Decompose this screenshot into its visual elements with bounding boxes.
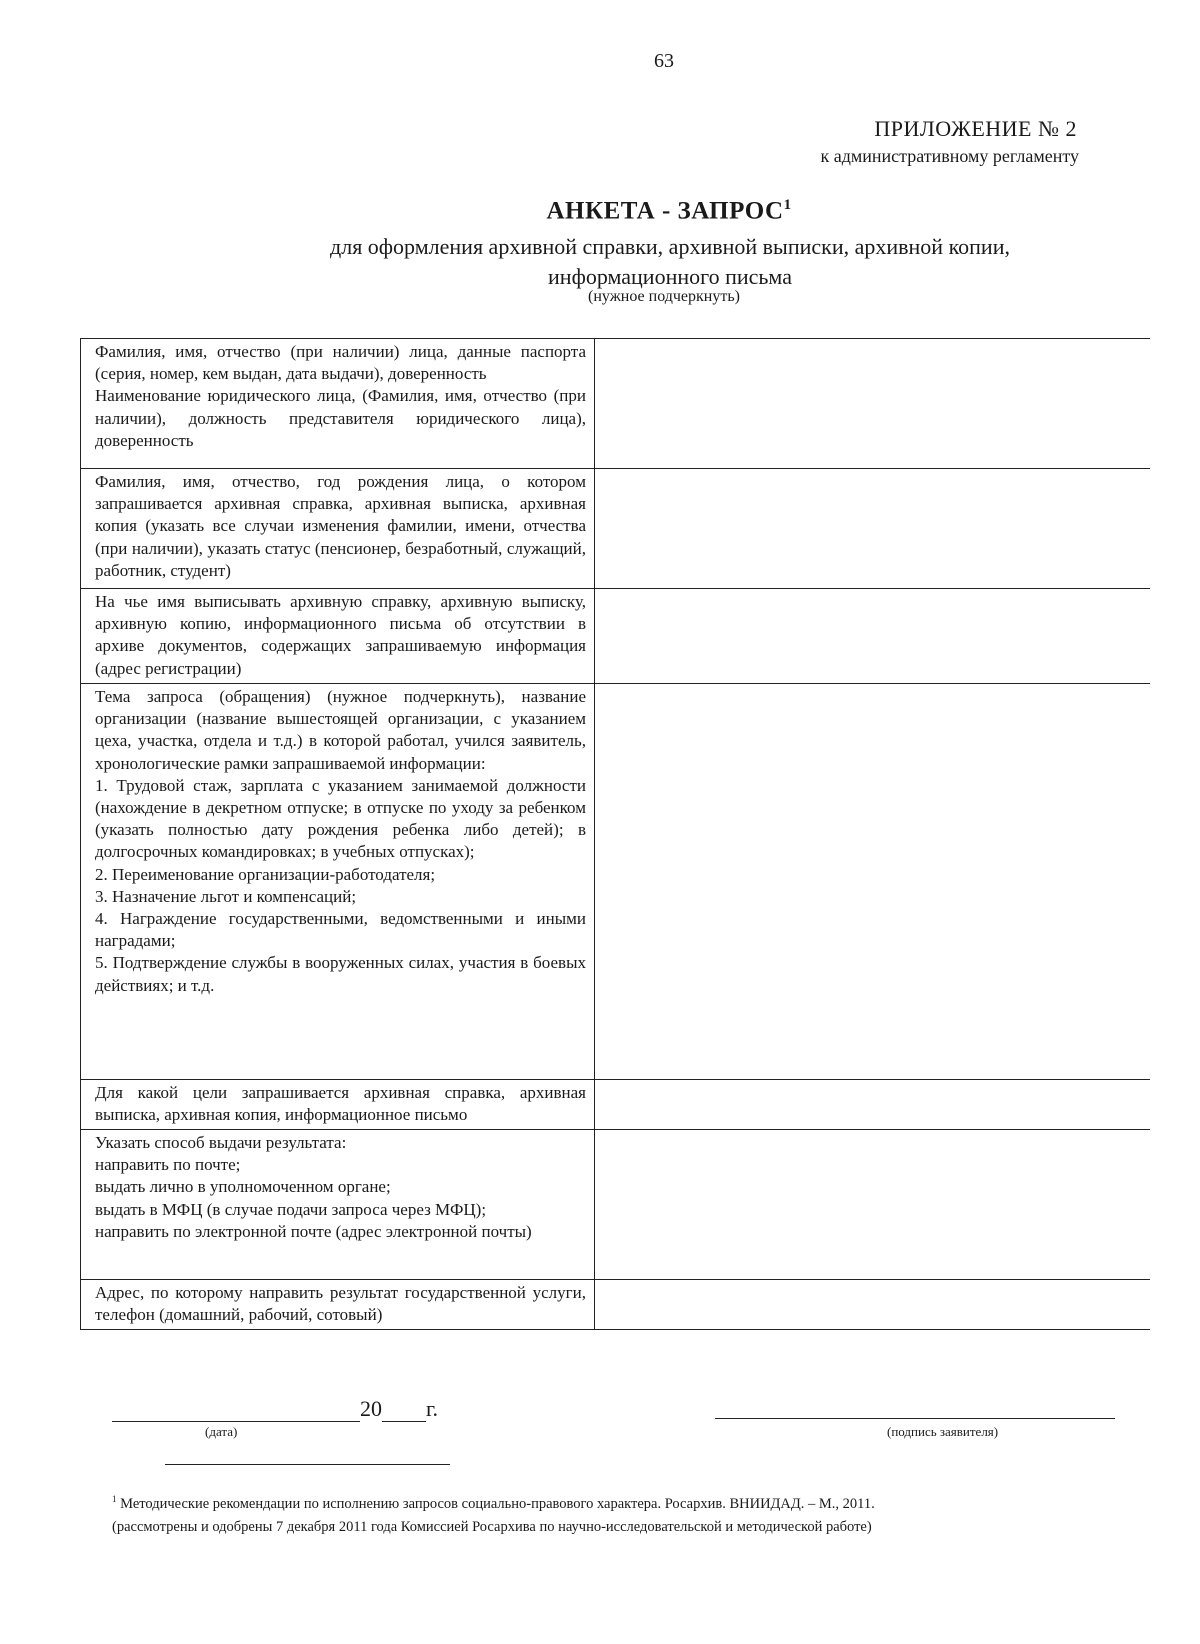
form-row-delivery-method xyxy=(81,1130,1151,1280)
form-input-applicant[interactable] xyxy=(595,339,1151,469)
form-row-label xyxy=(81,1080,595,1130)
form-row-label xyxy=(81,1280,595,1330)
form-input-subject-person[interactable] xyxy=(595,469,1151,589)
form-row-applicant xyxy=(81,339,1151,469)
appendix-title: ПРИЛОЖЕНИЕ № 2 xyxy=(874,116,1077,141)
document-title xyxy=(0,197,1200,225)
form-row-label xyxy=(81,589,595,684)
year-prefix: 20 xyxy=(360,1396,382,1421)
label-line: 5. Подтверждение службы в вооруженных силах, участия в боевых действиях; и т.д. xyxy=(95,953,586,995)
title-footnote-mark: 1 xyxy=(783,197,792,213)
form-row-address xyxy=(81,1280,1151,1330)
form-row-label xyxy=(81,684,595,1080)
label-line: направить по почте; xyxy=(95,1155,241,1175)
appendix-subtitle: к административному регламенту xyxy=(820,146,1079,166)
footnote-separator xyxy=(165,1464,450,1465)
form-row-label xyxy=(81,1130,595,1280)
label-line: выдать лично в уполномоченном органе; xyxy=(95,1177,391,1197)
label-line: Фамилия, имя, отчество, год рождения лица, о котором запрашивается архивная справка, архивная выписка, архивная копия (указать все случаи изменения фамилии, имени, отчества (при наличии), указать статус (пенсионер, безработный, служащий, работник, студент) xyxy=(95,472,586,580)
form-input-delivery-method[interactable] xyxy=(595,1130,1151,1280)
label-line: Указать способ выдачи результата: xyxy=(95,1133,347,1152)
date-day-month-blank[interactable] xyxy=(112,1421,360,1422)
date-field xyxy=(112,1396,438,1422)
form-row-label xyxy=(81,339,595,469)
form-input-address[interactable] xyxy=(595,1280,1151,1330)
form-row-recipient xyxy=(81,589,1151,684)
label-line: Адрес, по которому направить результат государственной услуги, телефон (домашний, рабочий, сотовый) xyxy=(95,1283,586,1325)
underline-note: (нужное подчеркнуть) xyxy=(588,288,740,305)
form-input-purpose[interactable] xyxy=(595,1080,1151,1130)
label-line: Тема запроса (обращения) (нужное подчеркнуть), название организации (название вышестоящей организации, с указанием цеха, участка, отдела и т.д.) в которой работал, учился заявитель, хронологические рамки запрашиваемой информации: xyxy=(95,687,586,773)
footnote xyxy=(112,1488,1122,1539)
label-line: выдать в МФЦ (в случае подачи запроса через МФЦ); xyxy=(95,1199,487,1219)
form-input-topic[interactable] xyxy=(595,684,1151,1080)
label-line: Наименование юридического лица, (Фамилия, имя, отчество (при наличии), должность представителя юридического лица), доверенность xyxy=(95,386,586,450)
footnote-text: Методические рекомендации по исполнению запросов социально-правового характера. Росархив. ВНИИДАД. – М., 2011. xyxy=(120,1495,875,1512)
form-row-label xyxy=(81,469,595,589)
label-line: 4. Награждение государственными, ведомственными и иными наградами; xyxy=(95,909,586,951)
document-title-text: АНКЕТА - ЗАПРОС xyxy=(546,197,784,225)
document-subtitle: для оформления архивной справки, архивной выписки, архивной копии, информационного письма xyxy=(330,234,1010,289)
form-input-recipient[interactable] xyxy=(595,589,1151,684)
year-suffix: г. xyxy=(426,1396,439,1421)
form-row-subject-person xyxy=(81,469,1151,589)
page-number: 63 xyxy=(654,50,674,72)
label-line: 3. Назначение льгот и компенсаций; xyxy=(95,886,357,906)
year-blank[interactable] xyxy=(382,1421,426,1422)
signature-label: (подпись заявителя) xyxy=(887,1424,999,1439)
footnote-line xyxy=(112,1488,1122,1516)
footnote-line: (рассмотрены и одобрены 7 декабря 2011 года Комиссией Росархива по научно-исследовательской и методической работе) xyxy=(112,1518,872,1535)
label-line: направить по электронной почте (адрес электронной почты) xyxy=(95,1221,532,1241)
label-line: Фамилия, имя, отчество (при наличии) лица, данные паспорта (серия, номер, кем выдан, дата выдачи), доверенность xyxy=(95,342,586,384)
label-line: 1. Трудовой стаж, зарплата с указанием занимаемой должности (нахождение в декретном отпуске; в отпуске по уходу за ребенком (указать полностью дату рождения ребенка либо детей); в долгосрочных командировках; в учебных отпусках); xyxy=(95,775,586,862)
footnote-mark: 1 xyxy=(112,1494,117,1504)
request-form-table xyxy=(80,338,1150,1330)
date-label: (дата) xyxy=(205,1424,238,1439)
label-line: 2. Переименование организации-работодателя; xyxy=(95,864,436,884)
form-row-purpose xyxy=(81,1080,1151,1130)
label-line: На чье имя выписывать архивную справку, архивную выписку, архивную копию, информационного письма об отсутствии в архиве документов, содержащих запрашиваемую информация (адрес регистрации) xyxy=(95,592,586,678)
label-line: Для какой цели запрашивается архивная справка, архивная выписка, архивная копия, информационное письмо xyxy=(95,1083,586,1125)
signature-line[interactable] xyxy=(715,1418,1115,1419)
form-row-topic xyxy=(81,684,1151,1080)
